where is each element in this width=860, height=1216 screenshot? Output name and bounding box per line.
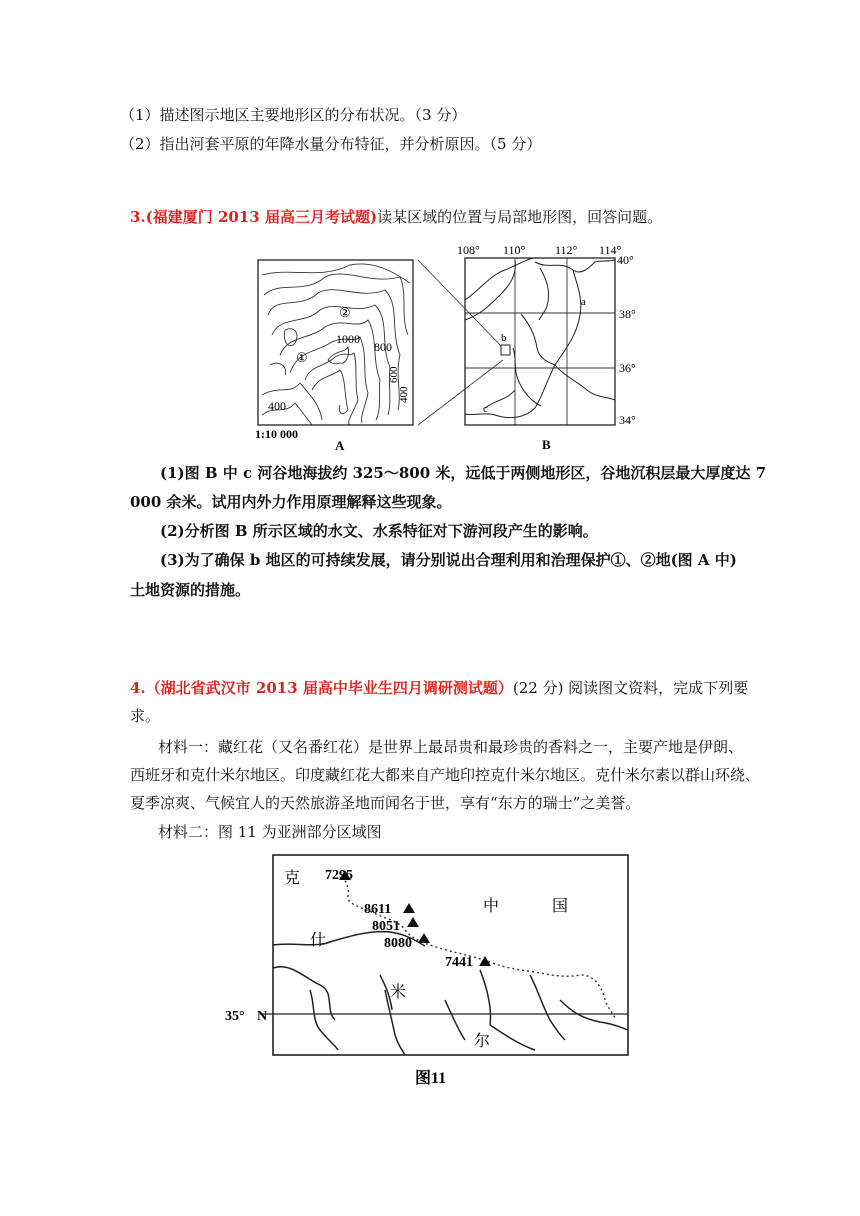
- north-label: N: [257, 1009, 268, 1024]
- contour-1000: 1000: [336, 332, 360, 346]
- figure-a-caption: A: [335, 438, 345, 453]
- q4-stem-cont: 求。: [130, 707, 161, 725]
- marker-1: ①: [296, 350, 308, 365]
- lon-108: 108°: [457, 243, 480, 257]
- lon-114: 114°: [599, 243, 622, 257]
- label-mi: 米: [390, 984, 407, 1001]
- q3-heading: [130, 207, 662, 227]
- point-c: c: [483, 403, 488, 415]
- q2-sub2: （2）指出河套平原的年降水量分布特征，并分析原因。（5 分）: [120, 135, 542, 153]
- label-guo: 国: [552, 898, 569, 915]
- scale-label: 1:10 000: [255, 427, 298, 441]
- contour-400-left: 400: [268, 399, 286, 413]
- label-er: 尔: [474, 1033, 491, 1050]
- material-1-line3: 夏季凉爽、气候宜人的天然旅游圣地而闻名于世，享有“东方的瑞士”之美誉。: [130, 794, 641, 812]
- marker-2: ②: [339, 305, 351, 320]
- q3-part1-line1: (1)图 B 中 c 河谷地海拔约 325～800 米，远低于两侧地形区，谷地沉积层最大厚度达 7: [160, 464, 767, 482]
- contour-map-a: [250, 255, 420, 455]
- material-1-line2: 西班牙和克什米尔地区。印度藏红花大都来自产地印控克什米尔地区。克什米尔素以群山环绕、: [130, 766, 761, 784]
- lat-36: 36°: [619, 361, 636, 375]
- peak-8051: 8051: [372, 919, 400, 934]
- q3-part2: (2)分析图 B 所示区域的水文、水系特征对下游河段产生的影响。: [160, 522, 598, 540]
- label-ke: 克: [284, 870, 301, 887]
- contour-800: 800: [374, 340, 392, 354]
- q4-stem: (22 分) 阅读图文资料，完成下列要: [512, 679, 749, 697]
- figure-b-caption: B: [542, 437, 551, 452]
- point-a: a: [581, 296, 586, 308]
- figure-11-caption: 图11: [415, 1070, 447, 1087]
- material-2: 材料二：图 11 为亚洲部分区域图: [158, 823, 382, 841]
- lon-112: 112°: [555, 243, 578, 257]
- lat-40: 40°: [617, 253, 634, 267]
- lon-110: 110°: [503, 243, 526, 257]
- q3-part3-line2: 土地资源的措施。: [130, 581, 251, 599]
- q3-part3-line1: (3)为了确保 b 地区的可持续发展，请分别说出合理利用和治理保护①、②地(图 A 中): [160, 551, 737, 569]
- peak-7441: 7441: [445, 955, 473, 970]
- contour-600: 600: [388, 366, 400, 383]
- lat-38: 38°: [619, 307, 636, 321]
- q3-source: 3.(福建厦门 2013 届高三月考试题): [130, 208, 378, 226]
- material-1-line1: 材料一：藏红花（又名番红花）是世界上最昂贵和最珍贵的香料之一，主要产地是伊朗、: [158, 738, 744, 756]
- label-zhong: 中: [483, 898, 500, 915]
- q4-heading: [130, 678, 748, 698]
- contour-400-right: 400: [398, 386, 410, 403]
- peak-8611: 8611: [364, 902, 392, 917]
- point-b: b: [501, 332, 507, 344]
- q3-part1-line2: 000 余米。试用内外力作用原理解释这些现象。: [130, 493, 452, 511]
- figure-11-map: [220, 850, 640, 1090]
- peak-8080: 8080: [384, 936, 412, 951]
- q4-source: 4.（湖北省武汉市 2013 届高中毕业生四月调研测试题）: [130, 679, 513, 697]
- label-shi: 什: [310, 932, 327, 949]
- region-map-b: [455, 240, 665, 455]
- peak-7295: 7295: [325, 868, 353, 883]
- lat-35-label: 35°: [225, 1009, 245, 1024]
- q2-sub1: （1）描述图示地区主要地形区的分布状况。（3 分）: [120, 106, 467, 124]
- q3-stem: 读某区域的位置与局部地形图，回答问题。: [377, 208, 663, 226]
- lat-34: 34°: [619, 413, 636, 427]
